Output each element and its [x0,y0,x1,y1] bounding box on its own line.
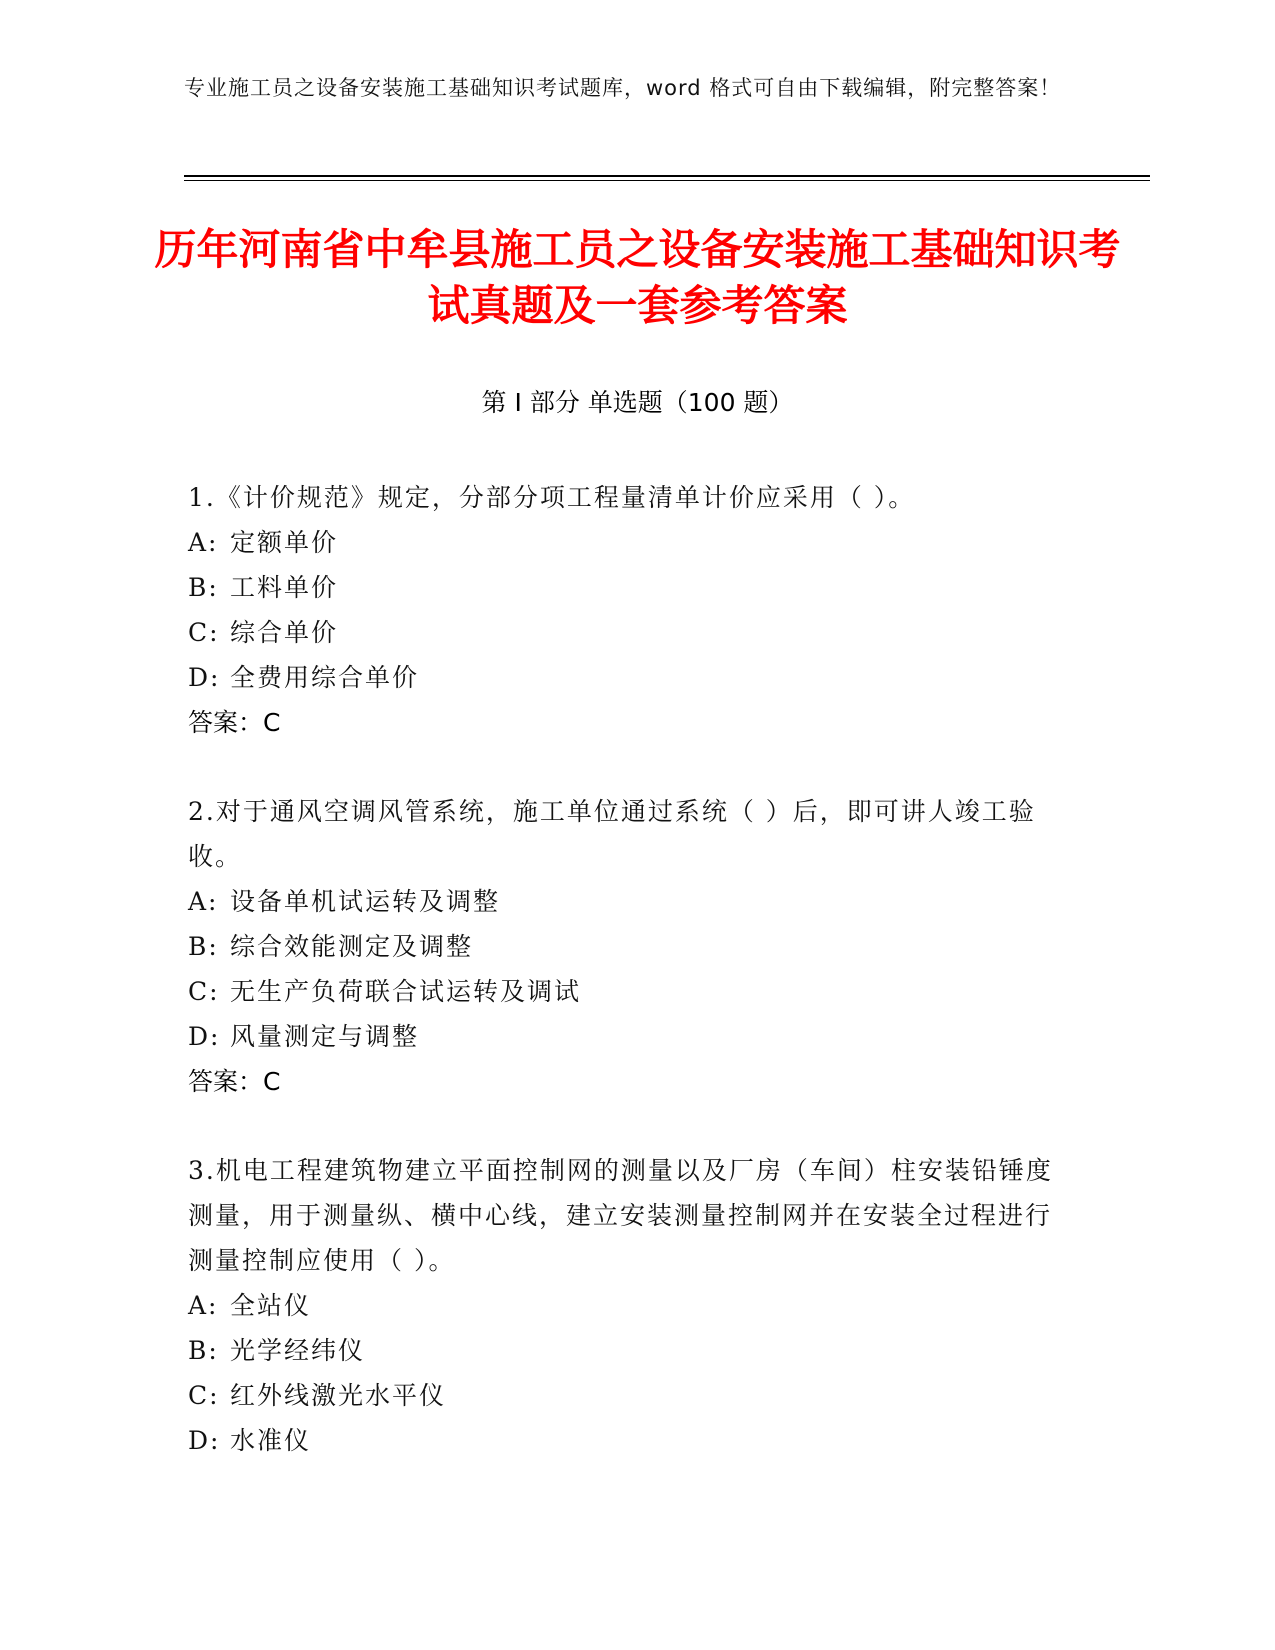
option-letter: B: [188,932,219,961]
option-d [188,1418,1068,1463]
answer-line: 答案：C [188,1067,281,1096]
option-a [188,1283,1068,1328]
option-text: 定额单价 [230,528,339,557]
option-c [188,1373,1068,1418]
option-letter: D: [188,1426,221,1455]
option-d [188,655,1068,700]
section-title: 第 I 部分 单选题（100 题） [481,388,794,417]
option-text: 无生产负荷联合试运转及调试 [230,977,582,1006]
option-c [188,610,1068,655]
header-note: 专业施工员之设备安装施工基础知识考试题库，word 格式可自由下载编辑，附完整答案！ [184,76,1062,100]
option-letter: A: [188,1291,219,1320]
question-stem: 3.机电工程建筑物建立平面控制网的测量以及厂房（车间）柱安装铅锤度测量，用于测量纵、横中心线，建立安装测量控制网并在安装全过程进行测量控制应使用（ ）。 [188,1156,1053,1275]
option-letter: A: [188,887,219,916]
option-letter: B: [188,573,219,602]
option-a [188,520,1068,565]
option-text: 光学经纬仪 [230,1336,366,1365]
option-text: 工料单价 [230,573,339,602]
question-1 [188,475,1068,745]
option-text: 综合单价 [230,618,339,647]
header-divider-thick [184,175,1150,177]
option-letter: D: [188,1022,221,1051]
option-text: 风量测定与调整 [230,1022,420,1051]
option-letter: D: [188,663,221,692]
document-title: 历年河南省中牟县施工员之设备安装施工基础知识考试真题及一套参考答案 [154,225,1121,330]
option-text: 全费用综合单价 [230,663,420,692]
option-b [188,924,1068,969]
option-letter: C: [188,1381,220,1410]
option-b [188,565,1068,610]
option-d [188,1014,1068,1059]
option-text: 红外线激光水平仪 [230,1381,447,1410]
question-3 [188,1148,1068,1463]
option-text: 水准仪 [230,1426,312,1455]
question-2 [188,789,1068,1104]
header-divider-thin [184,180,1150,181]
option-text: 综合效能测定及调整 [230,932,474,961]
question-list [188,475,1068,1507]
option-a [188,879,1068,924]
option-c [188,969,1068,1014]
answer-line: 答案：C [188,708,281,737]
option-letter: C: [188,977,220,1006]
question-stem: 2.对于通风空调风管系统，施工单位通过系统（ ）后，即可讲人竣工验收。 [188,797,1036,871]
option-letter: A: [188,528,219,557]
question-stem: 1.《计价规范》规定，分部分项工程量清单计价应采用（ ）。 [188,483,916,512]
option-letter: C: [188,618,220,647]
option-letter: B: [188,1336,219,1365]
option-text: 设备单机试运转及调整 [230,887,501,916]
option-text: 全站仪 [230,1291,312,1320]
option-b [188,1328,1068,1373]
